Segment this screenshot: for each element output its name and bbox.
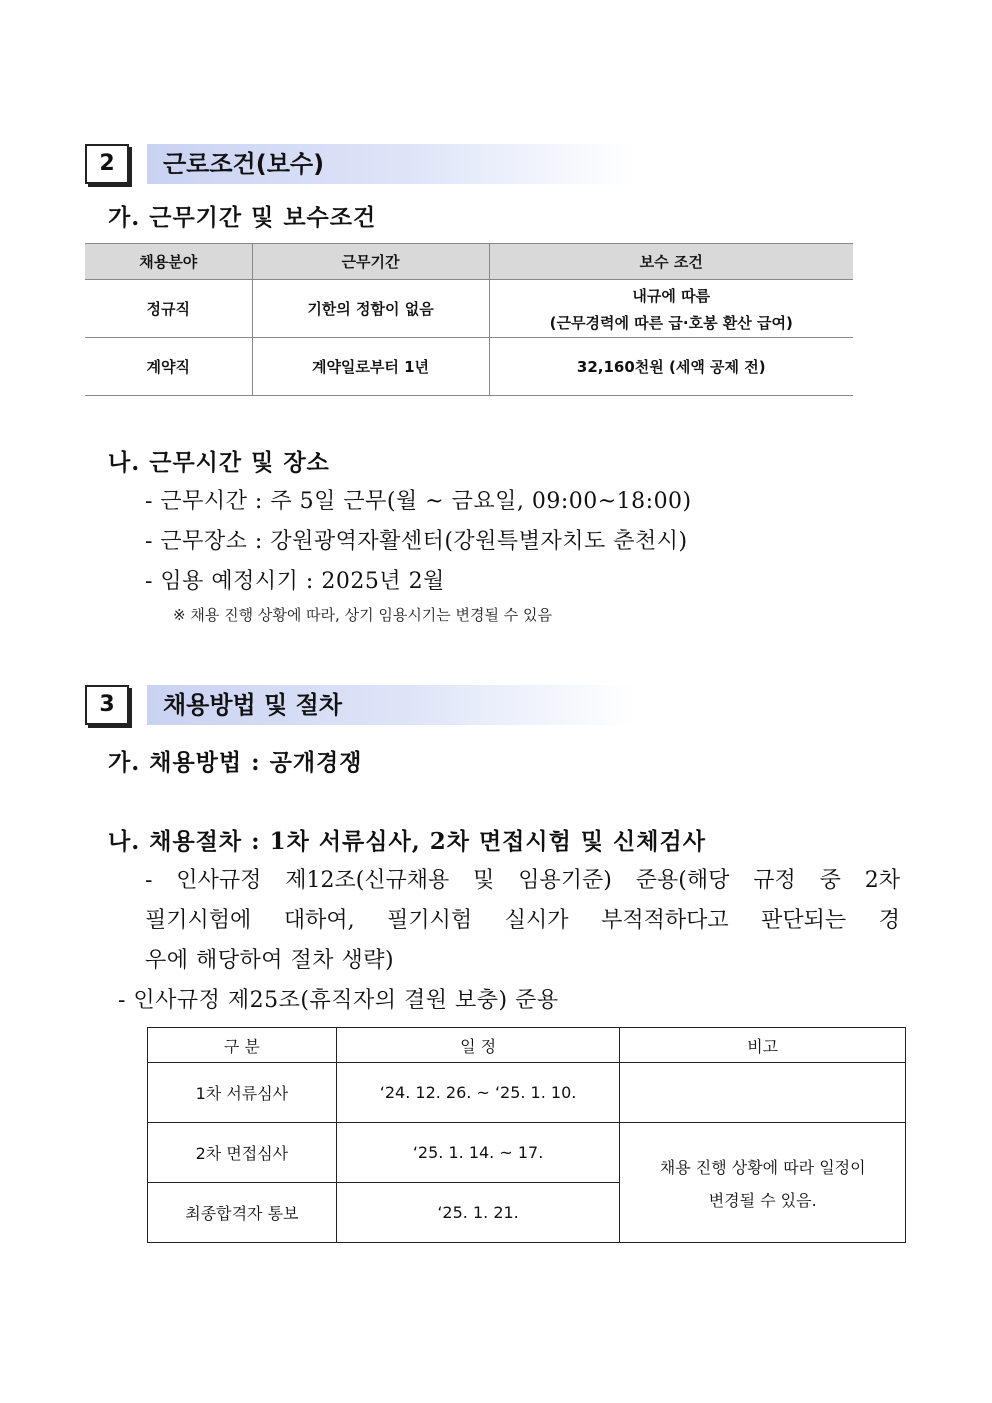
list-item-hours: - 근무시간 : 주 5일 근무(월 ~ 금요일, 09:00~18:00) [145,489,692,514]
cell-period: 기한의 정함이 없음 [252,280,489,338]
column-header: 보수 조건 [489,244,853,280]
column-header: 비고 [620,1028,906,1063]
cell-pay: 32,160천원 (세액 공제 전) [489,338,853,396]
paragraph-line: 필기시험에 대하여, 필기시험 실시가 부적적하다고 판단되는 경 [145,908,900,933]
cell-remark-empty [620,1063,906,1123]
section-2-header [85,144,645,186]
cell-date: ‘25. 1. 14. ~ 17. [336,1123,620,1183]
cell-period: 계약일로부터 1년 [252,338,489,396]
cell-step: 2차 면접심사 [148,1123,337,1183]
column-header: 채용분야 [85,244,252,280]
table-header-row [148,1028,906,1063]
cell-field: 계약직 [85,338,252,396]
subheading-method: 가. 채용방법 : 공개경쟁 [108,749,363,776]
section-title: 채용방법 및 절차 [163,691,342,719]
paragraph-line: 우에 해당하여 절차 생략) [145,948,395,973]
cell-step: 1차 서류심사 [148,1063,337,1123]
subheading-hours-location: 나. 근무시간 및 장소 [108,449,330,476]
paragraph-line: - 인사규정 제12조(신규채용 및 임용기준) 준용(해당 규정 중 2차 [145,868,900,893]
pay-line: (근무경력에 따른 급·호봉 환산 급여) [549,313,793,332]
list-item-start-date: - 임용 예정시기 : 2025년 2월 [145,569,445,594]
table-row [85,338,853,396]
list-item-rule25: - 인사규정 제25조(휴직자의 결원 보충) 준용 [118,988,559,1013]
column-header: 근무기간 [252,244,489,280]
subheading-procedure: 나. 채용절차 : 1차 서류심사, 2차 면접시험 및 신체검사 [108,828,706,855]
pay-conditions-table [85,243,853,396]
cell-field: 정규직 [85,280,252,338]
section-3-header [85,685,645,727]
list-item-location: - 근무장소 : 강원광역자활센터(강원특별자치도 춘천시) [145,529,688,554]
cell-date: ‘24. 12. 26. ~ ‘25. 1. 10. [336,1063,620,1123]
table-header-row [85,244,853,280]
remark-line: 채용 진행 상황에 따라 일정이 [659,1157,866,1177]
column-header: 구 분 [148,1028,337,1063]
table-row [148,1063,906,1123]
note: ※ 채용 진행 상황에 따라, 상기 임용시기는 변경될 수 있음 [173,606,553,624]
cell-date: ‘25. 1. 21. [336,1183,620,1243]
cell-remark [620,1123,906,1243]
remark-line: 변경될 수 있음. [708,1190,817,1210]
table-row [148,1123,906,1183]
pay-line: 내규에 따름 [632,286,711,305]
subheading-work-period-pay: 가. 근무기간 및 보수조건 [108,204,377,231]
section-number: 2 [85,144,129,184]
cell-step: 최종합격자 통보 [148,1183,337,1243]
column-header: 일 정 [336,1028,620,1063]
section-title: 근로조건(보수) [163,150,325,178]
schedule-table [147,1027,906,1243]
cell-pay [489,280,853,338]
table-row [85,280,853,338]
section-number: 3 [85,685,129,725]
